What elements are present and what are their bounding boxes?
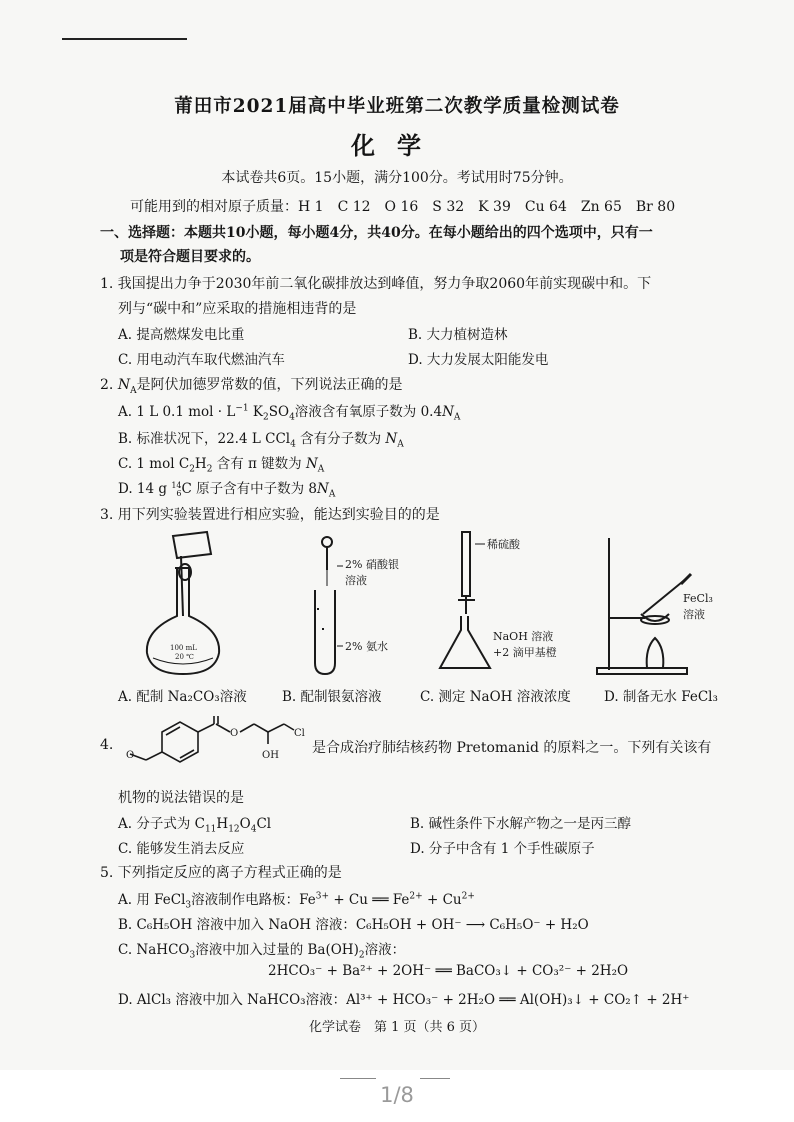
q4-stem-line1: 是合成治疗肺结核药物 Pretomanid 的原料之一。下列有关该有 <box>312 740 712 756</box>
q2-option-c: C. 1 mol $C_2H_2$ 含有 π 键数为 $N_A$ <box>118 456 325 475</box>
q1-option-d: D. 大力发展太阳能发电 <box>408 352 549 368</box>
q5-option-c-line1: C. NaHCO$_3$溶液中加入过量的 $Ba(OH)_2$溶液： <box>118 942 406 961</box>
q3-option-d: D. 制备无水 FeCl₃ <box>604 689 718 705</box>
q1-option-c: C. 用电动汽车取代燃油汽车 <box>118 352 285 368</box>
evaporating-dish-stand-icon <box>597 538 691 674</box>
exam-title: 莆田市2021届高中毕业班第二次教学质量检测试卷 <box>174 96 620 117</box>
q2-stem: 2. $N_A$是阿伏加德罗常数的值，下列说法正确的是 <box>100 377 403 396</box>
subject-title: 化学 <box>351 131 443 160</box>
svg-text:Cl: Cl <box>294 728 305 739</box>
scan-edge-mark <box>340 1078 376 1079</box>
scan-edge-mark <box>420 1078 450 1079</box>
fig-c-label-3: +2 滴甲基橙 <box>493 646 557 659</box>
q5-option-c-line2: 2HCO₃⁻ + Ba²⁺ + 2OH⁻ ══ BaCO₃↓ + CO₃²⁻ + 2H₂O <box>268 963 629 979</box>
fig-c-label-2: NaOH 溶液 <box>493 630 554 643</box>
header-rule <box>62 38 187 40</box>
q4-number: 4. <box>100 737 114 753</box>
q5-option-b: B. C₆H₅OH 溶液中加入 NaOH 溶液：C₆H₅OH + OH⁻ ⟶ C₆H₅O⁻ + H₂O <box>118 917 589 933</box>
q4-option-d: D. 分子中含有 1 个手性碳原子 <box>410 841 595 857</box>
svg-text:20 ℃: 20 ℃ <box>175 653 194 661</box>
svg-text:100 mL: 100 mL <box>170 644 197 652</box>
q5-stem: 5. 下列指定反应的离子方程式正确的是 <box>100 865 342 881</box>
volumetric-flask-icon <box>147 532 219 674</box>
atomic-masses: 可能用到的相对原子质量：H 1 C 12 O 16 S 32 K 39 Cu 64 Zn 65 Br 80 <box>130 199 676 215</box>
svg-text:OH: OH <box>262 750 279 761</box>
q2-option-d: D. 14 g 14 6C 原子含有中子数为 $8N_A$ <box>118 480 336 500</box>
q4-option-b: B. 碱性条件下水解产物之一是丙三醇 <box>410 816 632 832</box>
fig-c-label-1: 稀硫酸 <box>487 538 520 551</box>
q1-stem-line1: 1. 我国提出力争于2030年前二氧化碳排放达到峰值，努力争取2060年前实现碳中和。下 <box>100 276 652 292</box>
q4-option-a: A. 分子式为 $C_{11}H_{12}O_4Cl$ <box>118 816 272 835</box>
q2-option-a: A. 1 L 0.1 mol · $L^{-1}$ $K_2SO_4$溶液含有氧原子数为 $0.4N_A$ <box>118 403 461 423</box>
q1-option-a: A. 提高燃煤发电比重 <box>118 327 245 343</box>
section-heading-line1: 一、选择题：本题共10小题，每小题4分，共40分。在每小题给出的四个选项中，只有一 <box>100 225 653 241</box>
q1-option-b: B. 大力植树造林 <box>408 327 508 343</box>
section-heading-line2: 项是符合题目要求的。 <box>120 249 260 265</box>
fig-d-label-2: 溶液 <box>683 608 705 621</box>
q5-option-d: D. AlCl₃ 溶液中加入 NaHCO₃溶液：Al³⁺ + HCO₃⁻ + 2H₂O ══ Al(OH)₃↓ + CO₂↑ + 2H⁺ <box>118 992 690 1008</box>
page-indicator: 1/8 <box>380 1083 414 1107</box>
q5-option-a: A. 用 FeCl$_3$溶液制作电路板：$Fe^{3+} + Cu$ ══ $Fe^{2+} + Cu^{2+}$ <box>118 891 475 911</box>
svg-text:O: O <box>230 728 239 739</box>
na-symbol: N <box>117 377 131 393</box>
burette-flask-icon <box>440 532 490 668</box>
fig-b-label-3: 2% 氨水 <box>345 640 388 653</box>
q2-option-b: B. 标准状况下，22.4 L CCl$_4$ 含有分子数为 $N_A$ <box>118 431 404 450</box>
q3-option-c: C. 测定 NaOH 溶液浓度 <box>420 689 571 705</box>
q1-stem-line2: 列与“碳中和”应采取的措施相违背的是 <box>118 301 357 317</box>
q4-molecule-structure <box>118 714 308 772</box>
q4-stem-line2: 机物的说法错误的是 <box>118 790 244 806</box>
fig-b-label-2: 溶液 <box>345 574 367 587</box>
exam-info: 本试卷共6页。15小题，满分100分。考试用时75分钟。 <box>221 170 573 186</box>
q4-option-c: C. 能够发生消去反应 <box>118 841 245 857</box>
q3-apparatus-figures <box>115 528 765 678</box>
q3-option-a: A. 配制 Na₂CO₃溶液 <box>118 689 247 705</box>
fig-d-label-1: FeCl₃ <box>683 592 713 605</box>
q3-option-b: B. 配制银氨溶液 <box>282 689 382 705</box>
svg-text:O: O <box>126 750 135 761</box>
q3-stem: 3. 用下列实验装置进行相应实验，能达到实验目的的是 <box>100 507 440 523</box>
test-tube-dropper-icon <box>315 537 343 674</box>
fig-b-label-1: 2% 硝酸银 <box>345 558 399 571</box>
page-footer: 化学试卷 第 1 页（共 6 页） <box>308 1020 486 1035</box>
